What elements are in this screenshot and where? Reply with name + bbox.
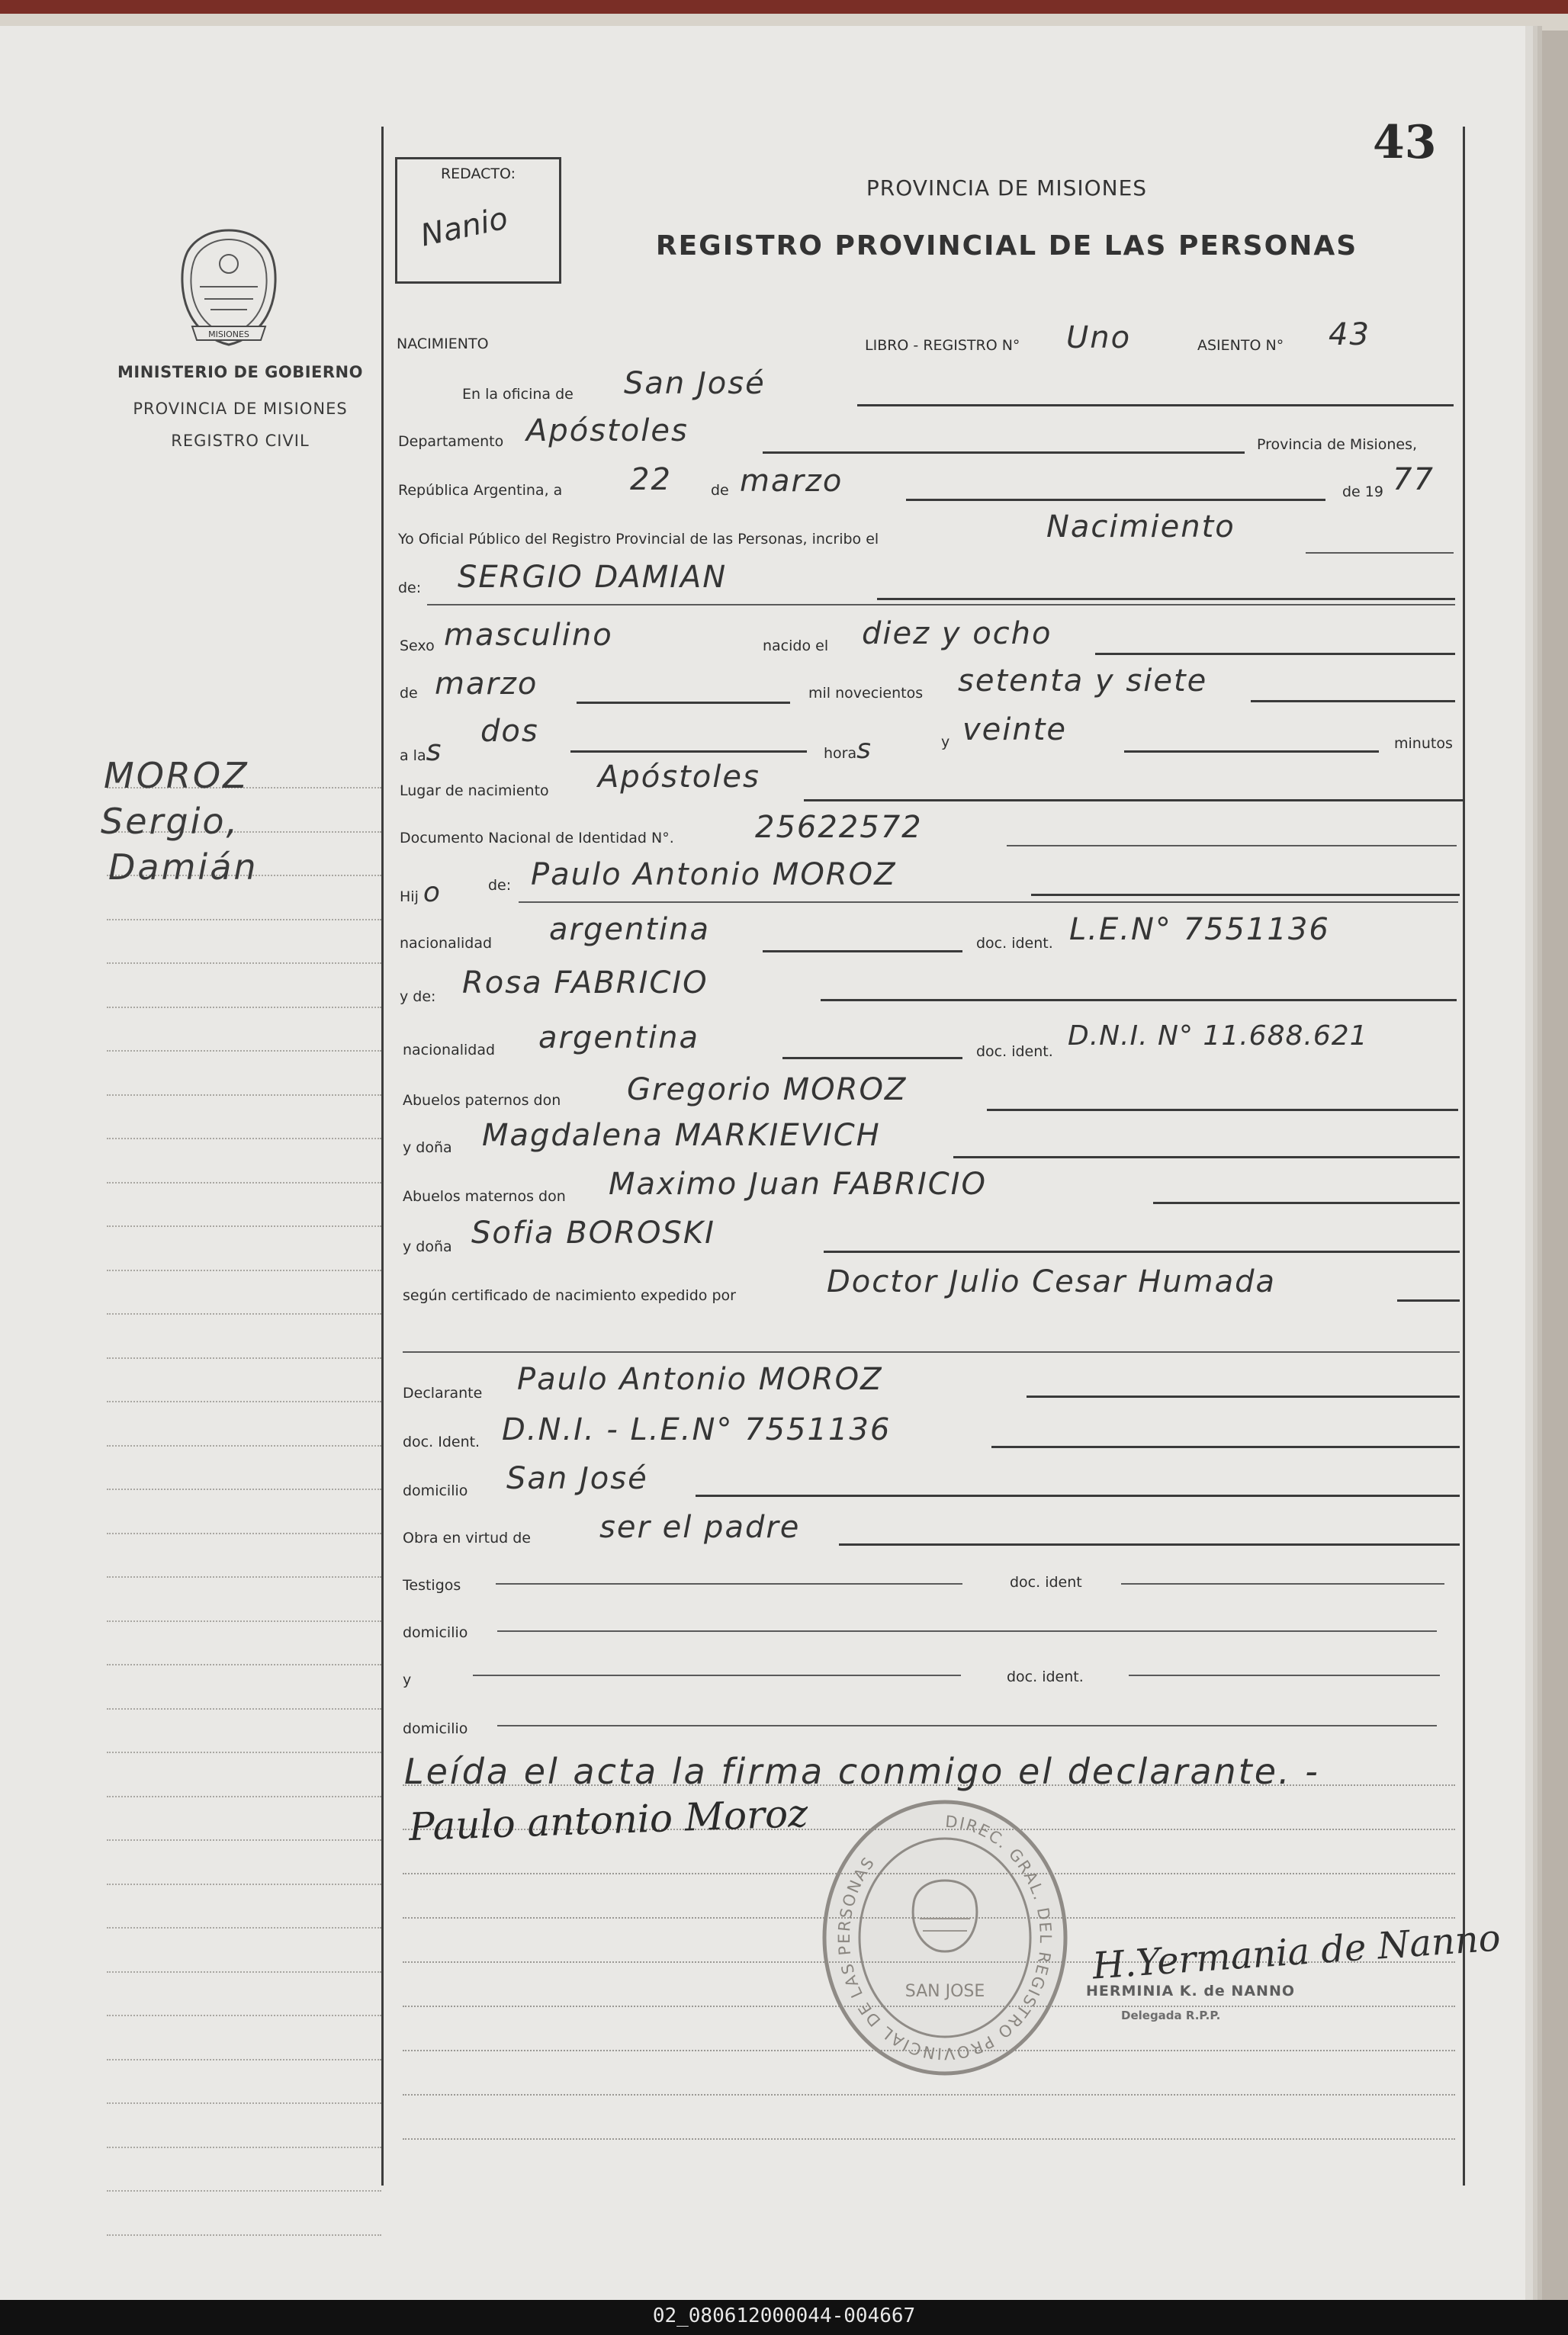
form-dot-rule — [403, 2094, 1455, 2096]
segun-extra-line — [403, 1351, 1460, 1353]
margin-rule — [107, 1839, 381, 1841]
sexo-value: masculino — [444, 618, 613, 653]
margin-rule — [107, 1533, 381, 1534]
padre-underline — [519, 901, 1458, 903]
nacido-line — [1095, 653, 1455, 655]
alas-suffix: s — [426, 734, 443, 767]
margin-note-surname: MOROZ — [104, 755, 249, 796]
domicilio-line — [696, 1495, 1460, 1497]
de-label: de — [711, 482, 729, 499]
sexo-label: Sexo — [400, 638, 435, 654]
nac-madre-line — [782, 1057, 962, 1059]
mes-value: marzo — [740, 464, 843, 499]
margin-rule — [107, 1182, 381, 1184]
ydona-pat-label: y doña — [403, 1139, 452, 1156]
ministry-title: MINISTERIO DE GOBIERNO — [117, 363, 363, 381]
declarante-line — [1027, 1396, 1460, 1398]
margin-rule — [107, 1445, 381, 1447]
obra-label: Obra en virtud de — [403, 1530, 531, 1546]
margin-rule — [107, 1401, 381, 1402]
nacido-value: diez y ocho — [862, 616, 1052, 651]
margin-note-middle: Damián — [108, 846, 259, 888]
redacto-value: Nanio — [417, 201, 511, 254]
lugar-line — [804, 799, 1464, 801]
hora-value: dos — [480, 714, 539, 749]
testigo2-doc-label: doc. ident. — [1007, 1669, 1084, 1685]
margin-rule — [107, 1094, 381, 1096]
domicilio2-line — [497, 1725, 1437, 1726]
redacto-box — [395, 157, 561, 284]
closing-statement: Leída el acta la firma conmigo el declarante. - — [404, 1751, 1320, 1792]
domicilio-value: San José — [506, 1461, 648, 1496]
margin-rule — [107, 1050, 381, 1052]
abuelo-pat-value: Gregorio MOROZ — [627, 1072, 908, 1107]
alas-label — [400, 734, 442, 767]
minutos-value: veinte — [962, 712, 1068, 747]
domicilio1-label: domicilio — [403, 1624, 468, 1641]
departamento-label: Departamento — [398, 433, 504, 450]
doc-padre-label: doc. ident. — [976, 935, 1053, 952]
testigo2-line — [473, 1675, 961, 1676]
yo-line — [1306, 552, 1454, 554]
province-title: PROVINCIA DE MISIONES — [866, 175, 1148, 201]
nac-madre-label: nacionalidad — [403, 1042, 496, 1058]
abuelo-mat-value: Maximo Juan FABRICIO — [609, 1167, 987, 1202]
testigo1-doc-line — [1121, 1583, 1444, 1585]
margin-rule — [107, 1971, 381, 1973]
official-name: HERMINIA K. de NANNO — [1086, 1983, 1295, 1999]
nac-padre-label: nacionalidad — [400, 935, 493, 952]
abuelo-mat-line — [1153, 1202, 1460, 1204]
margin-rule — [107, 1357, 381, 1359]
nac-madre-value: argentina — [538, 1020, 699, 1055]
abuela-mat-line — [824, 1251, 1460, 1253]
anio-label: de 19 — [1342, 483, 1383, 500]
alas-label-text: a la — [400, 747, 426, 764]
lugar-value: Apóstoles — [598, 760, 760, 795]
margin-rule — [107, 1489, 381, 1490]
doc2-line — [991, 1446, 1460, 1448]
margin-rule — [107, 1664, 381, 1665]
asiento-label: ASIENTO N° — [1197, 337, 1284, 354]
margin-rule — [107, 2059, 381, 2060]
margin-rule — [107, 1620, 381, 1622]
lugar-label: Lugar de nacimiento — [400, 782, 549, 799]
oficina-label: En la oficina de — [462, 386, 574, 403]
doc2-value: D.N.I. - L.E.N° 7551136 — [502, 1412, 892, 1447]
form-dot-rule — [403, 2138, 1455, 2140]
segun-line — [1397, 1299, 1460, 1302]
republica-label: República Argentina, a — [398, 482, 563, 499]
dni-label: Documento Nacional de Identidad N°. — [400, 830, 674, 846]
abuelo-pat-line — [987, 1109, 1458, 1111]
obra-line — [839, 1543, 1460, 1546]
yo-value: Nacimiento — [1046, 509, 1235, 544]
anio-value: 77 — [1393, 462, 1435, 497]
official-signature: H.Yermania de Nanno — [1091, 1916, 1502, 1988]
margin-rule — [107, 1884, 381, 1885]
official-role: Delegada R.P.P. — [1121, 2009, 1221, 2022]
padre-value: Paulo Antonio MOROZ — [531, 857, 897, 892]
stamp-center-text: SAN JOSE — [904, 1982, 985, 2001]
declarante-value: Paulo Antonio MOROZ — [517, 1362, 883, 1397]
domicilio2-label: domicilio — [403, 1720, 468, 1737]
mil-value: setenta y siete — [958, 663, 1208, 699]
nacimiento-label: NACIMIENTO — [397, 336, 489, 352]
margin-rule — [107, 2147, 381, 2148]
libro-value: Uno — [1066, 320, 1132, 355]
margin-rule — [107, 1708, 381, 1710]
margin-rule — [107, 2190, 381, 2192]
nac-padre-line — [763, 950, 962, 952]
margin-rule — [107, 1313, 381, 1315]
departamento-line — [763, 451, 1245, 454]
abuela-pat-line — [953, 1156, 1460, 1158]
asiento-value: 43 — [1329, 317, 1370, 352]
madre-line — [821, 999, 1457, 1001]
nacido-label: nacido el — [763, 638, 829, 654]
margin-rule — [107, 1796, 381, 1797]
libro-label: LIBRO - REGISTRO N° — [865, 337, 1020, 354]
segun-value: Doctor Julio Cesar Humada — [827, 1264, 1277, 1299]
declarant-signature: Paulo antonio Moroz — [408, 1791, 809, 1850]
provincia-label: Provincia de Misiones, — [1257, 436, 1418, 453]
coat-of-arms-seal — [177, 226, 281, 348]
oficina-value: San José — [624, 366, 766, 401]
margin-rule — [107, 2015, 381, 2016]
registry-title: REGISTRO PROVINCIAL DE LAS PERSONAS — [655, 230, 1358, 262]
hijo-label-text: Hij — [400, 888, 419, 905]
segun-label: según certificado de nacimiento expedido por — [403, 1287, 736, 1304]
redacto-label: REDACTO: — [440, 165, 516, 182]
margin-rule — [107, 962, 381, 964]
mil-line — [1251, 700, 1455, 702]
margin-note-name: Sergio, — [101, 801, 240, 842]
abuelos-mat-label: Abuelos maternos don — [403, 1188, 566, 1205]
doc-madre-label: doc. ident. — [976, 1043, 1053, 1060]
domicilio-label: domicilio — [403, 1482, 468, 1499]
testigo2-doc-line — [1129, 1675, 1440, 1676]
official-stamp — [819, 1797, 1071, 2079]
margin-rule — [107, 1225, 381, 1227]
margin-rule — [107, 2234, 381, 2236]
declarante-label: Declarante — [403, 1385, 483, 1402]
dia-value: 22 — [630, 462, 672, 497]
minutos-label: minutos — [1394, 735, 1453, 752]
de2-label: de: — [398, 580, 422, 596]
mes2-line — [577, 702, 790, 704]
horas-suffix: s — [856, 734, 872, 765]
abuela-pat-value: Magdalena MARKIEVICH — [482, 1118, 881, 1153]
hijo-label — [400, 877, 442, 908]
yde-label: y de: — [400, 988, 436, 1005]
mil-label: mil novecientos — [808, 685, 924, 702]
doc-padre-value: L.E.N° 7551136 — [1069, 912, 1330, 947]
ministry-province: PROVINCIA DE MISIONES — [133, 400, 348, 418]
de4-label: de: — [488, 877, 512, 894]
nombre-underline — [427, 604, 1455, 605]
hora-line — [570, 750, 807, 753]
margin-rule — [107, 1007, 381, 1008]
nombre-line — [877, 598, 1455, 600]
testigo1-line — [496, 1583, 962, 1585]
y2-label: y — [403, 1672, 412, 1688]
horas-label — [824, 734, 872, 765]
dni-line — [1007, 845, 1457, 846]
domicilio1-line — [497, 1630, 1437, 1632]
nombre-value: SERGIO DAMIAN — [458, 560, 728, 595]
margin-rule — [107, 1576, 381, 1578]
page-number: 43 — [1373, 116, 1437, 169]
dni-value: 25622572 — [755, 810, 923, 845]
margin-rule — [107, 1270, 381, 1271]
yo-label: Yo Oficial Público del Registro Provincial de las Personas, incribo el — [398, 531, 879, 548]
abuelos-pat-label: Abuelos paternos don — [403, 1092, 561, 1109]
margin-rule — [107, 919, 381, 920]
horas-label-text: hora — [824, 745, 857, 762]
testigo1-doc-label: doc. ident — [1010, 1574, 1082, 1591]
ydona-mat-label: y doña — [403, 1238, 452, 1255]
stamp-ring-text: DIREC. GRAL. DEL REGISTRO PROVINCIAL DE LAS PERSONAS — [834, 1812, 1056, 2064]
ministry-registry: REGISTRO CIVIL — [171, 432, 310, 450]
margin-rule — [107, 1752, 381, 1753]
y-label: y — [941, 734, 950, 750]
minutos-line — [1124, 750, 1379, 753]
margin-rule — [107, 2102, 381, 2104]
seal-text: MISIONES — [208, 329, 249, 339]
fecha-line — [906, 499, 1325, 501]
nac-padre-value: argentina — [549, 912, 710, 947]
margin-rule — [107, 1927, 381, 1929]
testigos-label: Testigos — [403, 1577, 461, 1594]
right-border-line — [1463, 127, 1465, 2186]
doc-madre-value: D.N.I. N° 11.688.621 — [1068, 1020, 1368, 1052]
hijo-suffix: o — [423, 877, 442, 908]
footer-code: 02_080612000044-004667 — [652, 2304, 916, 2327]
padre-line — [1031, 894, 1460, 896]
oficina-line — [857, 404, 1454, 406]
margin-rule — [107, 1138, 381, 1139]
obra-value: ser el padre — [599, 1510, 801, 1545]
mes2-value: marzo — [435, 666, 538, 702]
abuela-mat-value: Sofia BOROSKI — [471, 1216, 715, 1251]
madre-value: Rosa FABRICIO — [462, 965, 708, 1000]
doc2-label: doc. Ident. — [403, 1434, 480, 1450]
departamento-value: Apóstoles — [526, 413, 689, 448]
de3-label: de — [400, 685, 418, 702]
